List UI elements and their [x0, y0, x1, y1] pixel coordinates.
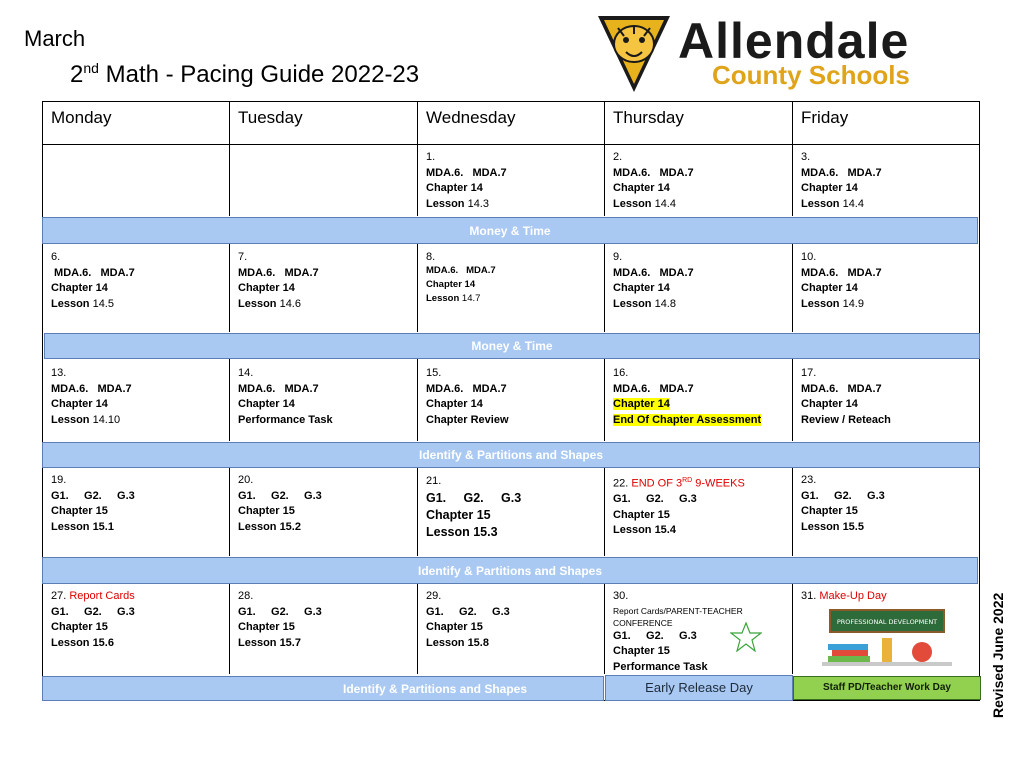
- day-cell-6: 6. MDA.6. MDA.7 Chapter 14 Lesson 14.5: [51, 251, 135, 310]
- day-cell-14: 14. MDA.6. MDA.7 Chapter 14 Performance Task: [238, 367, 333, 426]
- logo-line2: County Schools: [712, 60, 910, 90]
- page-title: 2nd Math - Pacing Guide 2022-23: [70, 60, 420, 88]
- highlighted-assessment: End Of Chapter Assessment: [613, 413, 762, 426]
- day-header-monday: Monday: [51, 108, 112, 127]
- unit-band-shapes-3: Identify & Partitions and Shapes: [42, 676, 604, 701]
- day-header-thursday: Thursday: [613, 108, 684, 127]
- day-cell-30: 30. Report Cards/PARENT-TEACHER CONFERENCE G1. G2. G.3 Chapter 15 Performance Task: [613, 590, 743, 673]
- day-cell-20: 20. G1. G2. G.3 Chapter 15 Lesson 15.2: [238, 474, 322, 533]
- day-cell-29: 29. G1. G2. G.3 Chapter 15 Lesson 15.8: [426, 590, 510, 649]
- school-logo: [596, 14, 672, 94]
- unit-band-shapes-2: Identify & Partitions and Shapes: [42, 557, 978, 584]
- highlighted-chapter: Chapter 14: [613, 398, 670, 410]
- day-cell-7: 7. MDA.6. MDA.7 Chapter 14 Lesson 14.6: [238, 251, 319, 310]
- day-cell-10: 10. MDA.6. MDA.7 Chapter 14 Lesson 14.9: [801, 251, 882, 310]
- day-header-tuesday: Tuesday: [238, 108, 303, 127]
- day-cell-17: 17. MDA.6. MDA.7 Chapter 14 Review / Reteach: [801, 367, 891, 426]
- star-icon: [730, 622, 762, 652]
- day-cell-19: 19. G1. G2. G.3 Chapter 15 Lesson 15.1: [51, 474, 135, 533]
- day-cell-27: 27. Report Cards G1. G2. G.3 Chapter 15 Lesson 15.6: [51, 590, 135, 649]
- staff-pd-label: Staff PD/Teacher Work Day: [793, 676, 981, 700]
- day-cell-16: 16. MDA.6. MDA.7 Chapter 14 End Of Chapter Assessment: [613, 367, 762, 426]
- revised-date: Revised June 2022: [990, 592, 1006, 718]
- unit-band-shapes-1: Identify & Partitions and Shapes: [42, 442, 980, 468]
- logo-line1: Allendale: [678, 13, 910, 69]
- day-cell-15: 15. MDA.6. MDA.7 Chapter 14 Chapter Review: [426, 367, 509, 426]
- day-cell-13: 13. MDA.6. MDA.7 Chapter 14 Lesson 14.10: [51, 367, 132, 426]
- day-cell-21: 21. G1. G2. G.3 Chapter 15 Lesson 15.3: [426, 475, 522, 539]
- day-cell-9: 9. MDA.6. MDA.7 Chapter 14 Lesson 14.8: [613, 251, 694, 310]
- day-header-wednesday: Wednesday: [426, 108, 516, 127]
- unit-band-money-time-1: Money & Time: [42, 217, 978, 244]
- professional-development-image: [822, 608, 952, 668]
- month-label: March: [24, 26, 86, 51]
- day-header-friday: Friday: [801, 108, 849, 127]
- unit-band-money-time-2: Money & Time: [44, 333, 980, 359]
- day-cell-31: 31. Make-Up Day: [801, 590, 887, 602]
- tiger-mascot-icon: [596, 14, 672, 94]
- day-cell-23: 23. G1. G2. G.3 Chapter 15 Lesson 15.5: [801, 474, 885, 533]
- day-cell-8: 8. MDA.6. MDA.7 Chapter 14 Lesson 14.7: [426, 251, 496, 304]
- svg-text:PROFESSIONAL DEVELOPMENT: PROFESSIONAL DEVELOPMENT: [836, 618, 938, 626]
- day-cell-3: 3. MDA.6. MDA.7 Chapter 14 Lesson 14.4: [801, 151, 882, 210]
- day-cell-2: 2. MDA.6. MDA.7 Chapter 14 Lesson 14.4: [613, 151, 694, 210]
- day-cell-22: 22. END OF 3RD 9-WEEKS G1. G2. G.3 Chapter 15 Lesson 15.4: [613, 477, 745, 537]
- day-cell-28: 28. G1. G2. G.3 Chapter 15 Lesson 15.7: [238, 590, 322, 649]
- early-release-label: Early Release Day: [605, 675, 793, 701]
- day-cell-1: 1. MDA.6. MDA.7 Chapter 14 Lesson 14.3: [426, 151, 507, 210]
